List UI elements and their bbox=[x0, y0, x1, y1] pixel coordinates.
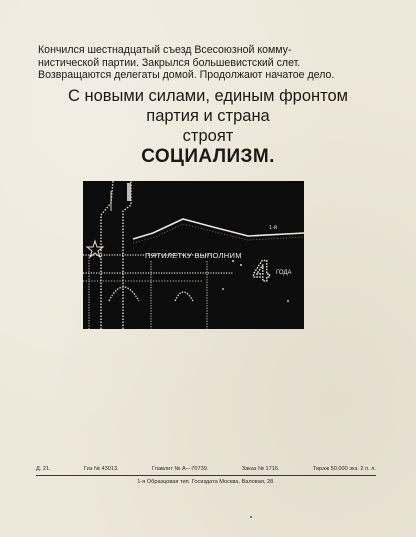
imprint-order: Заказ № 1716. bbox=[241, 466, 280, 472]
imprint-tirazh: Тираж 50.000 экз. 2 п. л. bbox=[312, 466, 376, 472]
photo-corner-text: 1-й bbox=[269, 225, 277, 231]
slogan bbox=[20, 86, 396, 167]
imprint-giz: Гиз № 43013. bbox=[84, 466, 119, 472]
photo-small-text: ГОДА bbox=[276, 270, 292, 276]
photo-drawing bbox=[83, 181, 304, 329]
photo-banner-text: ПЯТИЛЕТКУ ВЫПОЛНИМ bbox=[145, 251, 242, 260]
printer-line: 1-я Образцовая тип. Госиздата Москва, Валовая, 28. bbox=[137, 479, 275, 485]
intro-line: Кончился шестнадцатый съезд Всесоюзной комму- bbox=[38, 44, 292, 56]
slogan-line-3: строят bbox=[182, 127, 234, 145]
slogan-headline: СОЦИАЛИЗМ. bbox=[141, 146, 275, 167]
imprint-d: Д. 21. bbox=[36, 466, 51, 472]
imprint-rule bbox=[36, 475, 376, 476]
intro-paragraph bbox=[38, 44, 378, 82]
page-speck bbox=[250, 516, 252, 518]
intro-line: нистической партии. Закрылся большевистский слет. bbox=[38, 56, 301, 69]
night-illumination-photo bbox=[83, 181, 304, 329]
slogan-line-2: партия и страна bbox=[146, 107, 270, 125]
imprint-line bbox=[36, 466, 376, 473]
photo-big-number: 4 bbox=[253, 255, 270, 288]
imprint-glavlit: Главлит № А—70739. bbox=[151, 466, 209, 472]
intro-line: Возвращаются делегаты домой. Продолжают начатое дело. bbox=[38, 69, 335, 82]
slogan-line-1: С новыми силами, единым фронтом bbox=[67, 87, 349, 105]
